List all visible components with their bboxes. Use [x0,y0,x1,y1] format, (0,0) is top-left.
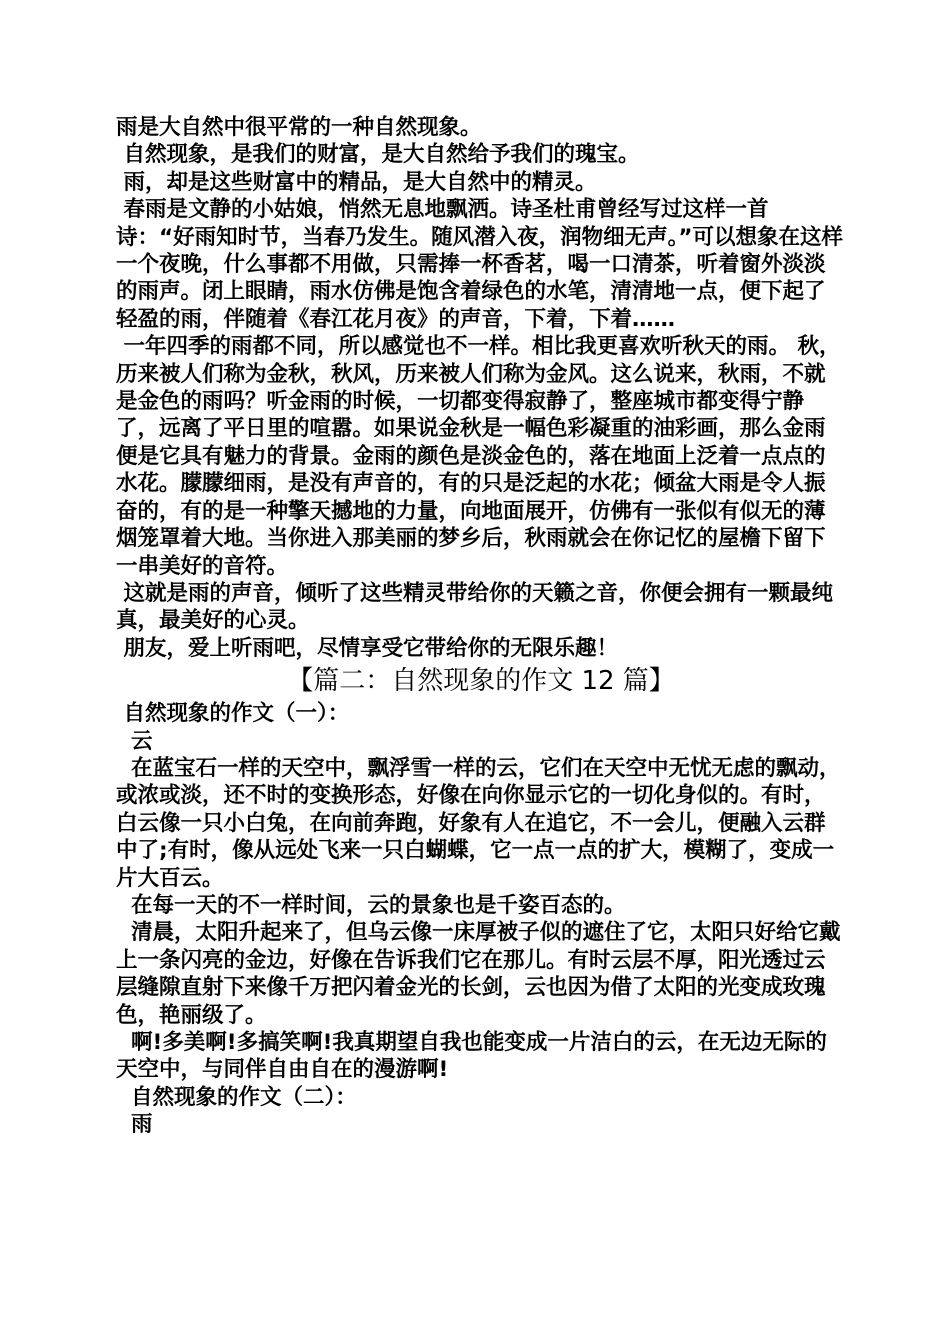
document-body [116,114,846,1139]
paragraph-2: 自然现象，是我们的财富，是大自然给予我们的瑰宝。 [116,142,640,168]
paragraph-7: 朋友，爱上听雨吧，尽情享受它带给你的无限乐趣！ [116,635,619,661]
paragraph-10: 清晨，太阳升起来了，但乌云像一床厚被子似的遮住了它，太阳只好给它戴上一条闪亮的金边，好像在告诉我们它在那儿。有时云层不厚，阳光透过云层缝隙直射下来像千万把闪着金光的长剑，云也因为借了太阳的光变成玫瑰色，艳丽级了。 [116,920,841,1028]
section-heading: 【篇二：自然现象的作文 12 篇】 [287,666,675,697]
paragraph-8: 在蓝宝石一样的天空中，飘浮雪一样的云，它们在天空中无忧无虑的飘动，或浓或淡，还不时的变换形态，好像在向你显示它的一切化身似的。有时，白云像一只小白兔，在向前奔跑，好象有人在追它，不一会儿，便融入云群中了;有时，像从远处飞来一只白蝴蝶，它一点一点的扩大，模糊了，变成一片大百云。 [116,755,841,891]
paragraph-5: 一年四季的雨都不同，所以感觉也不一样。相比我更喜欢听秋天的雨。 秋，历来被人们称为金秋，秋风，历来被人们称为金风。这么说来，秋雨，不就是金色的雨吗？听金雨的时候，一切都变得寂静了，整座城市都变得宁静了，远离了平日里的喧嚣。如果说金秋是一幅色彩凝重的油彩画，那么金雨便是它具有魅力的背景。金雨的颜色是淡金色的，落在地面上泛着一点点的水花。朦朦细雨，是没有声音的，有的只是泛起的水花；倾盆大雨是令人振奋的，有的是一种擎天撼地的力量，向地面展开，仿佛有一张似有似无的薄烟笼罩着大地。当你进入那美丽的梦乡后，秋雨就会在你记忆的屋檐下留下一串美好的音符。 [116,334,841,579]
paragraph-6: 这就是雨的声音，倾听了这些精灵带给你的天籁之音，你便会拥有一颗最纯真，最美好的心灵。 [116,580,834,634]
subheading-1: 自然现象的作文（一）： [116,701,350,727]
paragraph-11: 啊!多美啊!多搞笑啊!我真期望自我也能变成一片洁白的云，在无边无际的天空中，与同伴自由自在的漫游啊! [116,1030,827,1083]
subtitle-cloud: 云 [116,728,153,754]
paragraph-3: 雨，却是这些财富中的精品，是大自然中的精灵。 [116,169,597,195]
paragraph-1: 雨是大自然中很平常的一种自然现象。 [116,115,482,140]
paragraph-4: 春雨是文静的小姑娘，悄然无息地飘洒。诗圣杜甫曾经写过这样一首诗：“好雨知时节，当春乃发生。随风潜入夜，润物细无声。”可以想象在这样一个夜晚，什么事都不用做，只需捧一杯香茗，喝一口清茶，听着窗外淡淡的雨声。闭上眼睛，雨水仿佛是饱含着绿色的水笔，清清地一点，便下起了轻盈的雨，伴随着《春江花月夜》的声音，下着，下着…… [116,197,844,332]
subheading-2: 自然现象的作文（二）： [116,1084,357,1110]
subtitle-rain: 雨 [116,1112,153,1138]
paragraph-9: 在每一天的不一样时间，云的景象也是千姿百态的。 [116,892,626,918]
